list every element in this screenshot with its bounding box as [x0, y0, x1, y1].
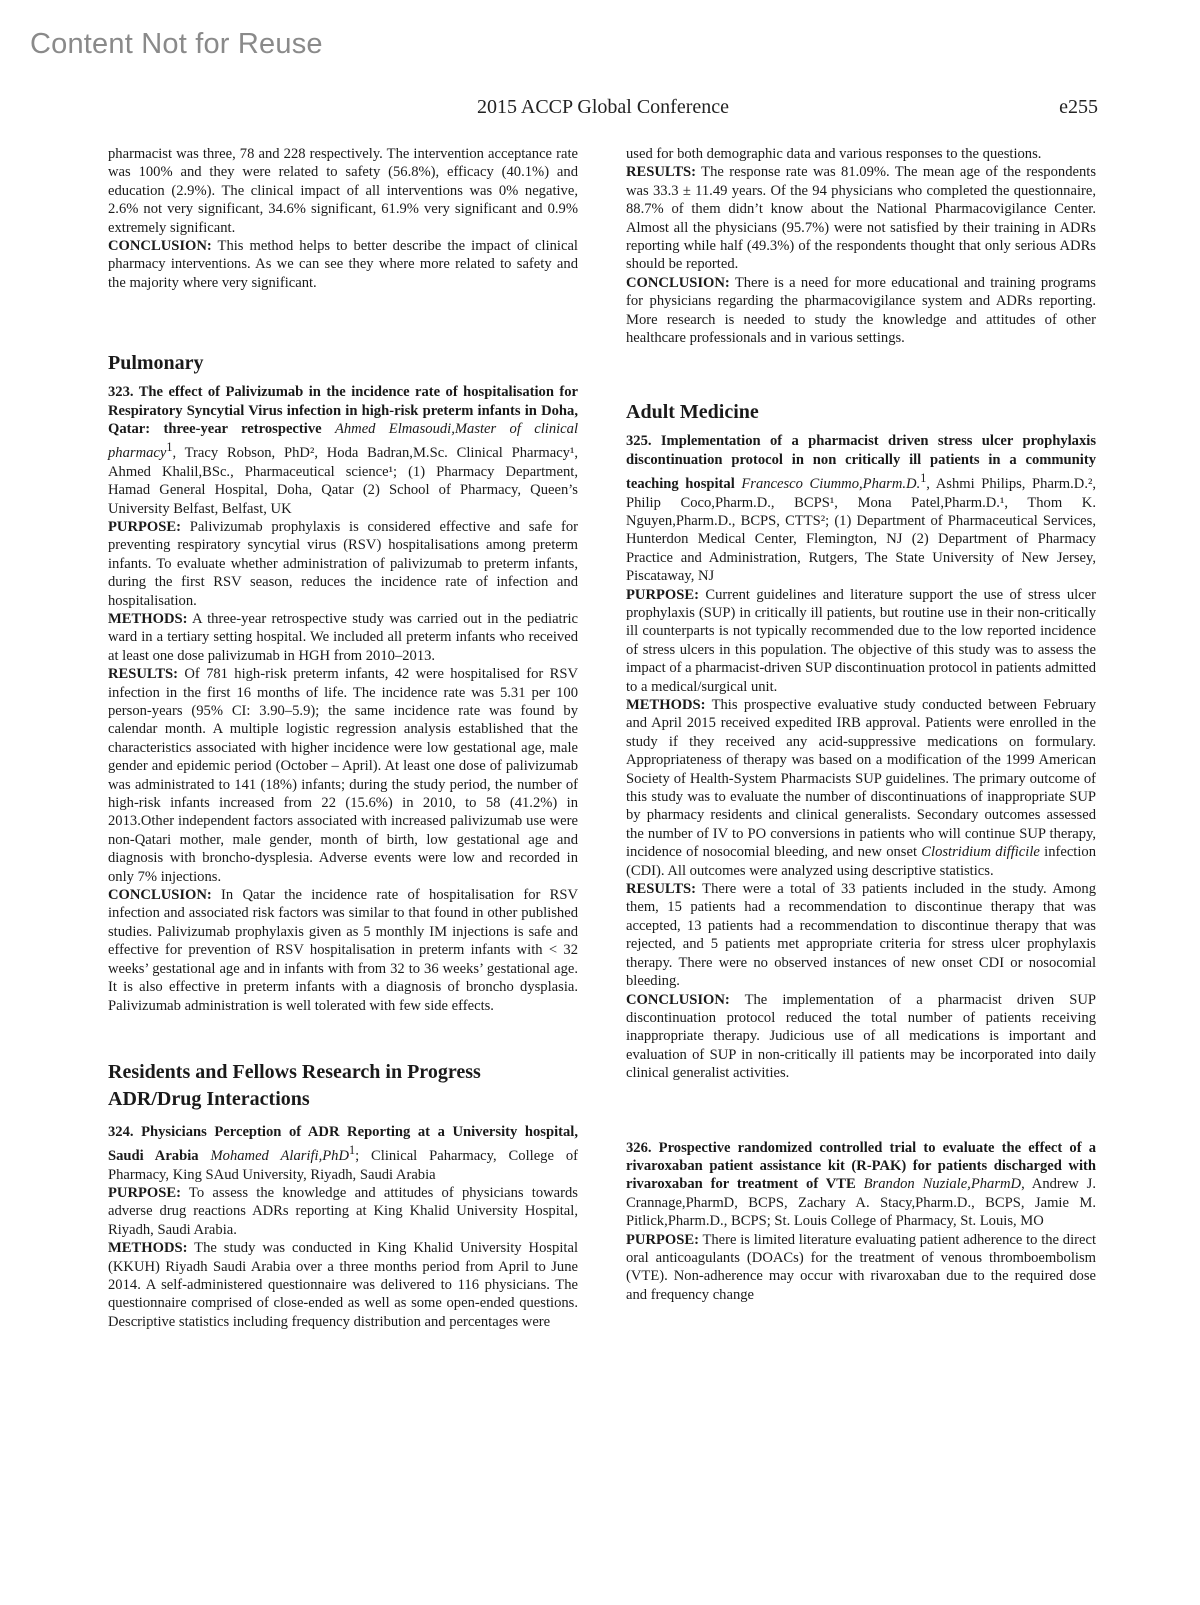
authors: ; Clinical Paharmacy, College of Pharmacy, King SAud University, Riyadh, Saudi Arabia	[108, 1148, 579, 1183]
methods	[108, 1239, 578, 1331]
first-author: Ahmed Elmasoudi,Master of clinical pharmacy	[108, 421, 578, 462]
purpose-text: There is limited literature evaluating patient adherence to the direct oral anticoagulants (DOACs) for the treatment of venous thromboembolism (VTE). Non-adherence may occur with rivaroxaban due to the required dose and frequency change	[626, 1231, 1096, 1303]
authors: , Andrew J. Crannage,PharmD, BCPS, Zachary A. Stacy,Pharm.D., BCPS, Jamie M. Pitlick,Pharm.D., BCPS; St. Louis College of Pharmacy, St. Louis, MO	[626, 1176, 1096, 1230]
methods-label: METHODS:	[108, 1240, 188, 1257]
conclusion-label: CONCLUSION:	[626, 274, 730, 291]
first-author: Mohamed Alarifi,PhD	[210, 1148, 349, 1165]
results-text: Of 781 high-risk preterm infants, 42 were hospitalised for RSV infection in the first 16 months of life. The incidence rate was 5.31 per 100 person-years (95% CI: 3.90–5.9); the same incidence rate was found by calendar month. A multiple logistic regression analysis established that the characteristics associated with higher incidence were low gestational age, male gender and epidemic period (October – April). At least one dose of palivizumab was administrated to 141 (18%) infants; during the study period, the number of high-risk infants increased from 22 (15.6%) in 2010, to 58 (41.2%) in 2013.Other independent factors associated with increased palivizumab use were non-Qatari mother, male gender, month of birth, low gestational age and diagnosis with broncho-dysplesia. Adverse events were low and recorded in only 7% injections.	[108, 666, 578, 885]
results	[108, 665, 578, 886]
methods-label: METHODS:	[108, 610, 188, 627]
results	[626, 880, 1096, 990]
organism-name: Clostridium difficile	[921, 844, 1040, 861]
methods-text-b: infection (CDI). All outcomes were analyzed using descriptive statistics.	[626, 844, 1097, 879]
continued-conclusion	[108, 237, 578, 292]
abstract-title: 326. Prospective randomized controlled trial to evaluate the effect of a rivaroxaban patient assistance kit (R-PAK) for patients discharged with rivaroxaban for treatment of VTE	[626, 1139, 1096, 1193]
section-heading-adult-medicine: Adult Medicine	[626, 401, 759, 424]
methods	[626, 696, 1096, 880]
purpose	[626, 586, 1096, 696]
conclusion	[108, 886, 578, 1015]
abstract-header	[626, 432, 1096, 585]
results-label: RESULTS:	[108, 666, 179, 683]
conclusion-label: CONCLUSION:	[108, 887, 212, 904]
abstract-title: 324. Physicians Perception of ADR Reporting at a University hospital, Saudi Arabia	[108, 1123, 578, 1165]
abstract-header	[626, 1139, 1096, 1231]
purpose-label: PURPOSE:	[626, 1231, 699, 1248]
author-sup: 1	[166, 440, 173, 455]
section-title-residents: Residents and Fellows Research in Progress	[108, 1060, 481, 1083]
purpose	[108, 1184, 578, 1239]
conclusion	[626, 991, 1096, 1083]
methods-text: The study was conducted in King Khalid University Hospital (KKUH) Riyadh Saudi Arabia over a three months period from April to June 2014. A self-administered questionnaire was delivered to 116 physicians. The questionnaire comprised of close-ended as well as some open-ended questions. Descriptive statistics including frequency distribution and percentages were	[108, 1240, 578, 1330]
continued-results: pharmacist was three, 78 and 228 respectively. The intervention acceptance rate was 100% and they were related to safety (56.8%), efficacy (40.1%) and education (2.9%). The clinical impact of all interventions was 0% negative, 2.6% not very significant, 34.6% significant, 61.9% very significant and 0.9% extremely significant.	[108, 146, 578, 236]
section-heading-pulmonary: Pulmonary	[108, 352, 204, 375]
abstract-title: 325. Implementation of a pharmacist driven stress ulcer prophylaxis discontinuation protocol in non critically ill patients in a community teaching hospital	[626, 433, 1096, 493]
results	[626, 163, 1096, 273]
author-sup: 1	[349, 1143, 356, 1158]
results-text: There were a total of 33 patients included in the study. Among them, 15 patients had a recommendation to discontinue therapy that was accepted, 13 patients had a recommendation to discontinue therapy that was rejected, and 5 patients met appropriate criteria for stress ulcer prophylaxis therapy. There were no observed instances of new onset CDI or nosocomial bleeding.	[626, 881, 1096, 990]
first-author: Brandon Nuziale,PharmD	[863, 1176, 1022, 1193]
watermark: Content Not for Reuse	[30, 28, 323, 60]
authors: , Tracy Robson, PhD², Hoda Badran,M.Sc. Clinical Pharmacy¹, Ahmed Khalil,BSc., Pharmaceutical science¹; (1) Pharmacy Department, Hamad General Hospital, Doha, Qatar (2) School of Pharmacy, Queen’s University Belfast, Belfast, UK	[108, 445, 578, 517]
conclusion-label: CONCLUSION:	[626, 991, 730, 1008]
methods-text: A three-year retrospective study was carried out in the pediatric ward in a tertiary setting hospital. We included all preterm infants who received at least one dose palivizumab in HGH from 2010–2013.	[108, 610, 578, 664]
abstract-header	[108, 1123, 578, 1184]
conclusion-label: CONCLUSION:	[108, 238, 212, 255]
abstract-325	[626, 432, 1096, 1082]
abstract-324	[108, 1123, 578, 1331]
conclusion-text: This method helps to better describe the impact of clinical pharmacy interventions. As we can see they where more related to safety and the majority where very significant.	[108, 238, 578, 291]
abstract-326	[626, 1139, 1096, 1305]
purpose	[626, 1231, 1096, 1305]
purpose-text: Palivizumab prophylaxis is considered effective and safe for preventing respiratory syncytial virus (RSV) hospitalisations among preterm infants. To evaluate whether administration of palivizumab to preterm infants, during the first RSV season, reduces the incidence rate of infection and hospitalisation.	[108, 518, 578, 609]
purpose-label: PURPOSE:	[108, 518, 181, 535]
authors: , Ashmi Philips, Pharm.D.², Philip Coco,Pharm.D., BCPS¹, Mona Patel,Pharm.D.¹, Thom K. Nguyen,Pharm.D., BCPS, CTTS²; (1) Department of Pharmaceutical Services, Hunterdon Medical Center, Flemington, NJ (2) Department of Pharmacy Practice and Administration, Rutgers, The State University of New Jersey, Piscataway, NJ	[626, 476, 1096, 585]
page-number: e255	[1059, 96, 1098, 118]
journal-title: 2015 ACCP Global Conference	[476, 96, 729, 118]
methods-label: METHODS:	[626, 697, 706, 714]
section-title-adr: ADR/Drug Interactions	[108, 1087, 310, 1110]
purpose-text: Current guidelines and literature support the use of stress ulcer prophylaxis (SUP) in critically ill patients, but routine use in their non-critically ill counterparts is not typically recommended due to the low reported incidence of stress ulcers in this population. The objective of this study was to assess the impact of a pharmacist-driven SUP discontinuation protocol in patients admitted to a medical/surgical unit.	[626, 586, 1097, 695]
conclusion-text: There is a need for more educational and training programs for physicians regarding the pharmacovigilance system and ADRs reporting. More research is needed to study the knowledge and attitudes of other healthcare professionals and in various settings.	[626, 274, 1096, 347]
conclusion	[626, 274, 1096, 348]
results-label: RESULTS:	[626, 881, 697, 898]
methods	[108, 610, 578, 665]
section-heading-residents	[108, 1059, 578, 1113]
results-text: The response rate was 81.09%. The mean age of the respondents was 33.3 ± 11.49 years. Of the 94 physicians who completed the questionnaire, 88.7% of them didn’t know about the National Pharmacovigilance Center. Almost all the physicians (95.7%) were not satisfied by their training in ADRs reporting while half (49.3%) of the respondents thought that only serious ADRs should be reported.	[626, 164, 1096, 273]
first-author: Francesco Ciummo,Pharm.D.	[741, 476, 921, 493]
conclusion-text: The implementation of a pharmacist driven SUP discontinuation protocol reduced the total number of patients receiving inappropriate therapy. Judicious use of all medications is important and evaluation of SUP in non-critically ill patients may be incorporated into daily clinical generalist activities.	[626, 991, 1096, 1082]
purpose-label: PURPOSE:	[108, 1185, 181, 1201]
purpose	[108, 518, 578, 610]
running-head	[108, 96, 1098, 126]
purpose-text: To assess the knowledge and attitudes of physicians towards adverse drug reactions ADRs reporting at King Khalid University Hospital, Riyadh, Saudi Arabia.	[108, 1185, 578, 1238]
author-sup: 1	[920, 471, 927, 486]
results-label: RESULTS:	[626, 164, 697, 181]
continued-methods: used for both demographic data and various responses to the questions.	[626, 146, 1042, 162]
purpose-label: PURPOSE:	[626, 586, 699, 603]
conclusion-text: In Qatar the incidence rate of hospitalisation for RSV infection and associated risk factors was similar to that found in other published studies. Palivizumab prophylaxis given as 5 monthly IM injections is safe and effective for prevention of RSV hospitalisation in preterm infants with < 32 weeks’ gestational age and in infants with from 32 to 36 weeks’ gestational age. It is also effective in preterm infants with a diagnosis of broncho dysplasia. Palivizumab administration is well tolerated with few side effects.	[108, 887, 578, 1014]
methods-text-a: This prospective evaluative study conducted between February and April 2015 received expedited IRB approval. Patients were enrolled in the study if they received any acid-suppressive medications on formulary. Appropriateness of therapy was based on a modification of the 1999 American Society of Health-System Pharmacists SUP guidelines. The primary outcome of this study was to evaluate the number of discontinuations of inappropriate SUP by pharmacy residents and clinical generalists. Secondary outcomes assessed the number of IV to PO conversions in patients who will continue SUP therapy, incidence of nosocomial bleeding, and new onset	[626, 697, 1096, 861]
right-column	[626, 145, 1096, 1304]
abstract-title: 323. The effect of Palivizumab in the incidence rate of hospitalisation for Respiratory Syncytial Virus infection in high-risk preterm infants in Doha, Qatar: three-year retrospective	[108, 384, 578, 438]
abstract-header	[108, 383, 578, 518]
abstract-323	[108, 383, 578, 1015]
left-column	[108, 145, 578, 1331]
spacer	[626, 1083, 1096, 1139]
